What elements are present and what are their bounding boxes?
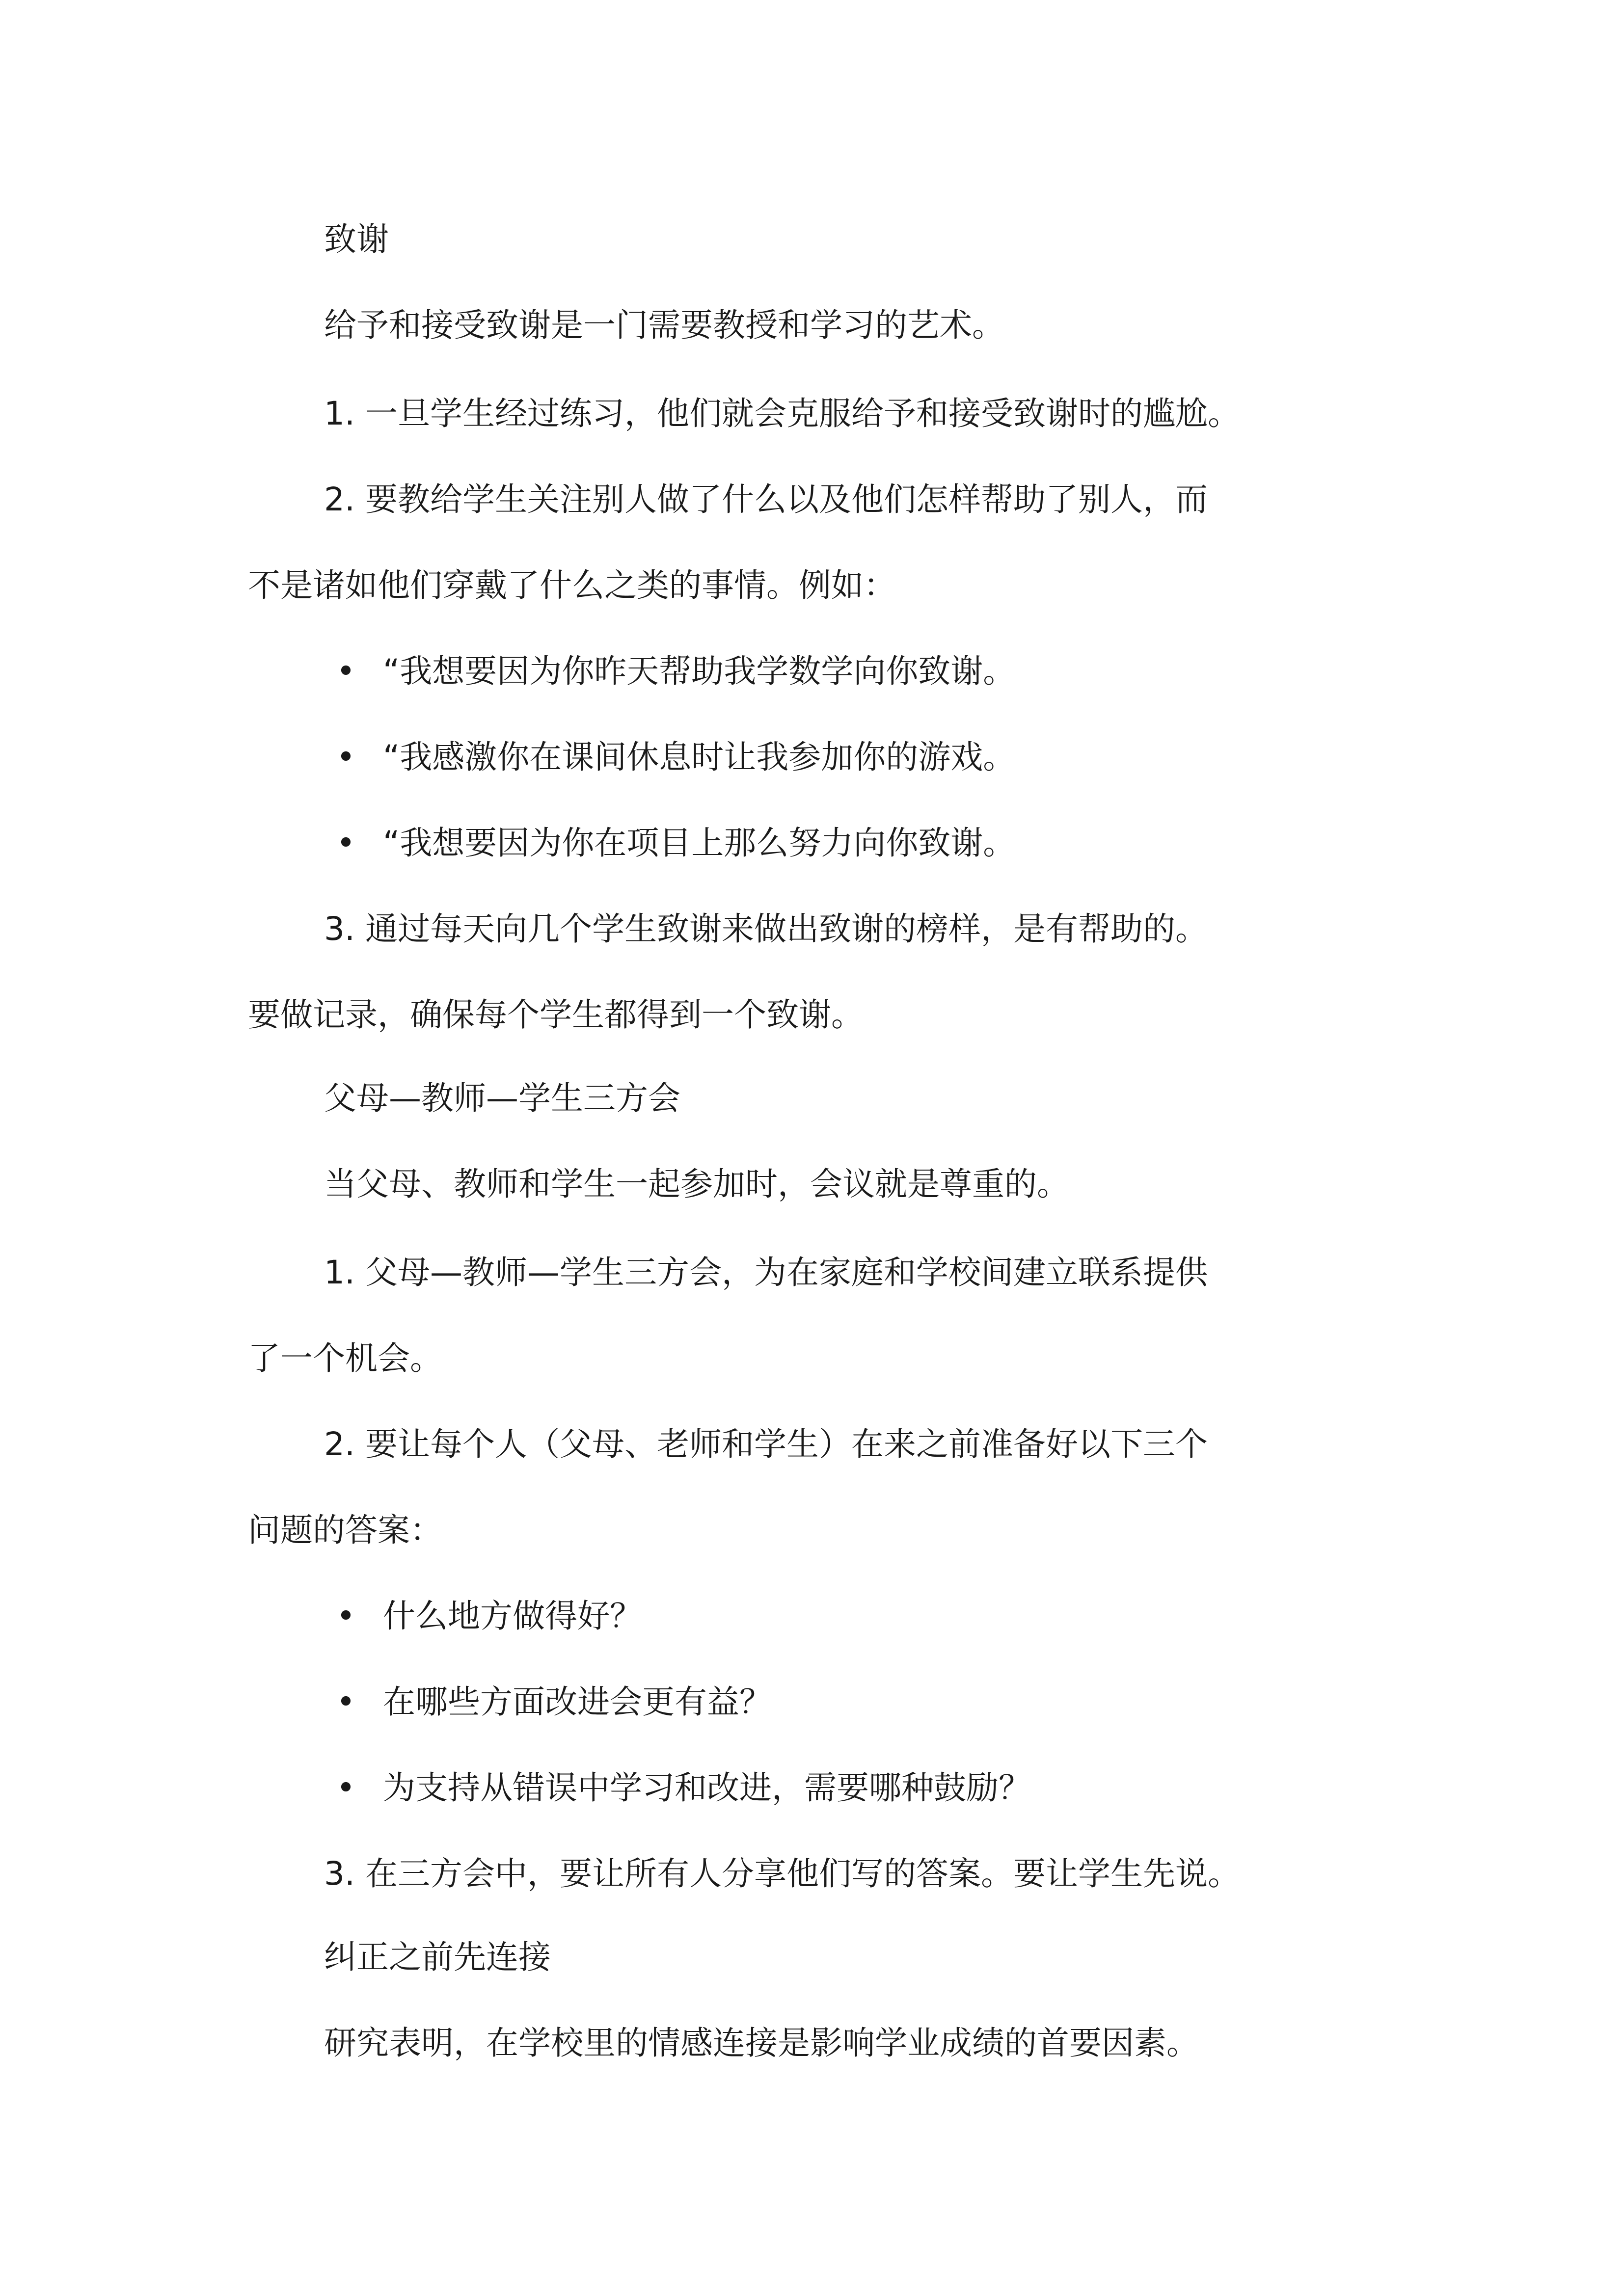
list-item-conference-2-line2: 问题的答案： [248,1511,442,1549]
bullet-item: “我感激你在课间休息时让我参加你的游戏。 [383,738,1016,776]
list-item-conference-2-line1: 2. 要让每个人（父母、老师和学生）在来之前准备好以下三个 [324,1425,1208,1463]
bullet-marker: • [336,824,355,862]
list-item-thanks-2-line2: 不是诸如他们穿戴了什么之类的事情。例如： [248,566,896,604]
bullet-item: 为支持从错误中学习和改进，需要哪种鼓励？ [383,1769,1031,1807]
list-item-conference-3: 3. 在三方会中，要让所有人分享他们写的答案。要让学生先说。 [324,1855,1240,1893]
list-item-thanks-2-line1: 2. 要教给学生关注别人做了什么以及他们怎样帮助了别人，而 [324,481,1208,518]
list-item-thanks-3-line2: 要做记录，确保每个学生都得到一个致谢。 [248,996,864,1034]
bullet-marker: • [336,1769,355,1807]
bullet-item: “我想要因为你在项目上那么努力向你致谢。 [383,824,1016,862]
bullet-marker: • [336,652,355,690]
paragraph-conference-intro: 当父母、教师和学生一起参加时，会议就是尊重的。 [324,1165,1069,1203]
section-heading-thanks: 致谢 [324,220,389,258]
bullet-marker: • [336,1597,355,1635]
section-heading-connect: 纠正之前先连接 [324,1938,551,1976]
list-item-conference-1-line2: 了一个机会。 [248,1339,442,1377]
paragraph-thanks-intro: 给予和接受致谢是一门需要教授和学习的艺术。 [324,306,1004,344]
list-item-conference-1-line1: 1. 父母—教师—学生三方会，为在家庭和学校间建立联系提供 [324,1254,1208,1291]
list-item-thanks-1: 1. 一旦学生经过练习，他们就会克服给予和接受致谢时的尴尬。 [324,395,1240,432]
bullet-item: “我想要因为你昨天帮助我学数学向你致谢。 [383,652,1016,690]
bullet-item: 什么地方做得好？ [383,1597,642,1635]
bullet-item: 在哪些方面改进会更有益？ [383,1683,772,1721]
section-heading-conference: 父母—教师—学生三方会 [324,1079,680,1117]
bullet-marker: • [336,738,355,776]
list-item-thanks-3-line1: 3. 通过每天向几个学生致谢来做出致谢的榜样，是有帮助的。 [324,910,1208,948]
bullet-marker: • [336,1683,355,1721]
paragraph-connect-intro: 研究表明，在学校里的情感连接是影响学业成绩的首要因素。 [324,2024,1199,2062]
